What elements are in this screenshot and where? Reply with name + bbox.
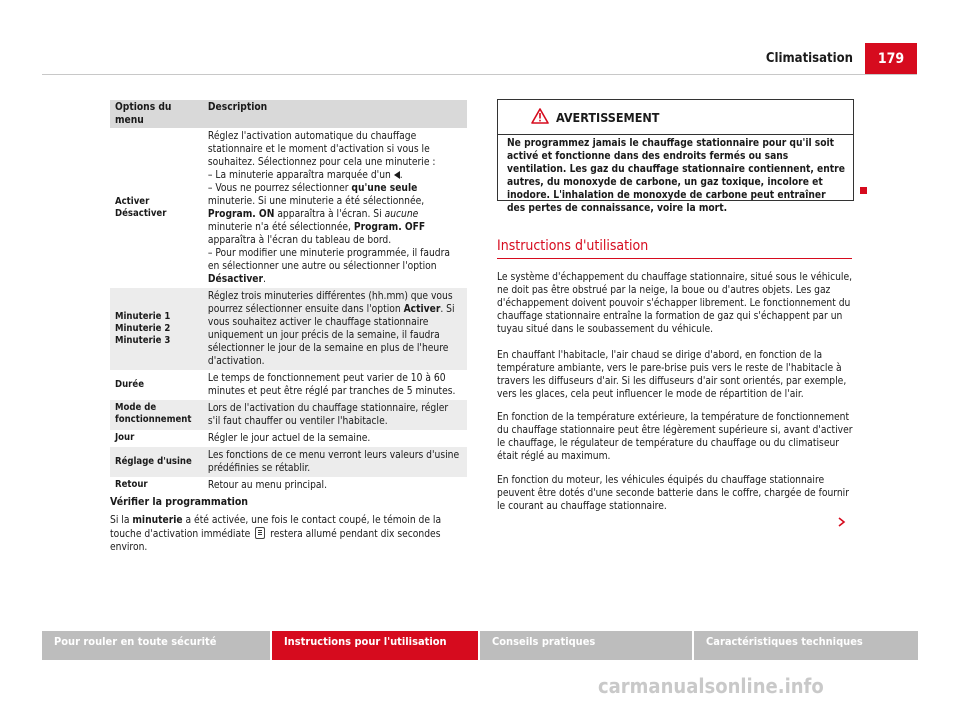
display-text-program-off: Program. OFF — [353, 222, 426, 233]
footer-tab-safety[interactable]: Pour rouler en toute sécurité — [42, 631, 270, 660]
header-divider — [42, 74, 917, 75]
paragraph: En fonction du moteur, les véhicules équipés du chauffage stationnaire peuvent être dotés d'une seconde batterie dans le coffre, chargée de fournir le courant au chauffage stationnaire. — [497, 475, 849, 512]
description-cell: Retour au menu principal. — [207, 480, 327, 491]
description-cell: Lors de l'activation du chauffage stationnaire, régler s'il faut chauffer ou ventiler l'habitacle. — [203, 400, 467, 430]
table-row — [110, 370, 467, 400]
menu-options-table — [110, 100, 467, 494]
table-header-description: Description — [203, 100, 467, 128]
table-header-row — [110, 100, 467, 128]
paragraph: Le système d'échappement du chauffage stationnaire, situé sous le véhicule, ne doit pas être obstrué par la neige, la boue ou d'autres objets. Les gaz d'échappement doivent pouvoir s'échapper librement. Le fonctionnement du chauffage stationnaire entraîne la formation de gaz qui s'échappent par un tuyau situé dans le soubassement du véhicule. — [497, 272, 853, 335]
marker-triangle-icon — [394, 170, 400, 181]
description-cell: Régler le jour actuel de la semaine. — [207, 433, 371, 444]
option-activer: Activer — [403, 304, 441, 315]
description-cell: Les fonctions de ce menu verront leurs valeurs d'usine prédéfinies se rétablir. — [203, 447, 467, 477]
desc-italic: aucune — [384, 209, 419, 220]
section-divider — [497, 258, 852, 259]
footer-tab-specs[interactable]: Caractéristiques techniques — [694, 631, 918, 660]
immediate-activation-key-icon — [255, 527, 265, 539]
footer-tab-tips[interactable]: Conseils pratiques — [480, 631, 692, 660]
option-cell — [110, 128, 203, 288]
page-number: 179 — [865, 43, 917, 75]
paragraph: En fonction de la température extérieure, la température de fonctionnement du chauffage stationnaire peut être légèrement supérieure si, avant d'activer le chauffage, le régulateur de température du chauffage ou du climatiseur était réglé au maximum. — [497, 412, 853, 462]
description-cell — [203, 288, 467, 370]
option-line: Activer — [115, 196, 150, 207]
warning-header — [498, 100, 853, 135]
option-cell: Réglage d'usine — [110, 447, 203, 477]
chapter-title: Climatisation — [765, 51, 853, 66]
warning-title: AVERTISSEMENT — [556, 110, 660, 125]
warning-box — [497, 99, 854, 214]
desc-text: – Pour modifier une minuterie programmée, il faudra en sélectionner une autre ou sélectionner l'option — [207, 248, 450, 272]
end-of-section-square-icon — [860, 187, 867, 194]
warning-icon — [531, 108, 549, 128]
option-line: Désactiver — [115, 208, 167, 219]
option-cell: Jour — [115, 432, 135, 443]
option-cell: Mode de fonctionnement — [110, 400, 203, 430]
footer-tab-usage[interactable]: Instructions pour l'utilisation — [272, 631, 478, 660]
verify-text: Si la — [110, 515, 130, 526]
option-cell: Retour — [115, 479, 148, 490]
table-header-option: Options du menu — [110, 100, 203, 128]
option-line: Minuterie 3 — [115, 335, 171, 346]
option-line: Minuterie 2 — [115, 323, 171, 334]
verify-heading: Vérifier la programmation — [110, 496, 249, 508]
desc-text: . Si vous souhaitez activer le chauffage stationnaire uniquement un jour précis de la semaine, il faudra sélectionner le jour de la semaine en plus de l'heure d'activation. — [207, 304, 455, 367]
continue-arrow-icon — [838, 512, 846, 531]
description-cell: Réglez l'activation automatique du chauffage stationnaire et le moment d'activation si vous le souhaitez. Sélectionnez pour cela une minuterie : – La minuterie apparaîtra marquée d'un . – Vous ne pourrez sélectionner qu'une seule minuterie. Si une minuterie a été sélectionnée, Program. ON apparaîtra à l'écran. Si aucune minuterie n'a été sélectionnée, Program. OFF apparaîtra à l'écran du tableau de bord. – Pour modifier une minuterie programmée, il faudra en sélectionner une autre ou sélectionner l'option Désactiver. — [207, 131, 450, 285]
paragraph: En chauffant l'habitacle, l'air chaud se dirige d'abord, en fonction de la température ambiante, vers le pare-brise puis vers le reste de l'habitacle à travers les diffuseurs d'air. Si les diffuseurs d'air sont orientés, par exemple, vers les glaces, cela peut influencer le mode de répartition de l'air. — [497, 350, 847, 400]
option-cell: Durée — [115, 379, 144, 390]
table-row — [110, 400, 467, 430]
table-row — [110, 447, 467, 477]
table-row — [110, 288, 467, 370]
option-line: Minuterie 1 — [115, 311, 171, 322]
verify-text: a été activée, une fois le contact coupé, le témoin de la touche d'activation immédiate — [110, 515, 442, 540]
watermark: carmanualsonline.info — [598, 674, 824, 698]
display-text-program-on: Program. ON — [207, 209, 275, 220]
verify-paragraph — [110, 514, 466, 554]
desc-text: apparaîtra à l'écran du tableau de bord. — [207, 235, 392, 246]
verify-text: restera allumé pendant dix secondes environ. — [110, 529, 441, 553]
option-cell — [110, 288, 203, 370]
section-title: Instructions d'utilisation — [497, 238, 649, 254]
description-cell: Le temps de fonctionnement peut varier de 10 à 60 minutes et peut être réglé par tranches de 5 minutes. — [207, 373, 456, 397]
desc-text: Réglez l'activation automatique du chauffage stationnaire et le moment d'activation si vous le souhaitez. Sélectionnez pour cela une minuterie : — [207, 131, 436, 168]
verify-bold: minuterie — [132, 515, 183, 526]
table-row — [110, 128, 467, 288]
desc-text: – Vous ne pourrez sélectionner — [207, 183, 349, 194]
warning-body: Ne programmez jamais le chauffage stationnaire pour qu'il soit activé et fonctionne dans des endroits fermés ou sans ventilation. Les gaz du chauffage stationnaire contiennent, entre autres, du monoxyde de carbone, un gaz toxique, incolore et inodore. L'inhalation de monoxyde de carbone peut entraîner des pertes de connaissance, voire la mort. — [507, 138, 845, 214]
desc-text: Réglez trois minuteries différentes (hh.mm) que vous pourrez sélectionner ensuite dans l'option — [207, 291, 453, 315]
desc-text: minuterie. Si une minuterie a été sélectionnée, — [207, 196, 425, 207]
desc-text: – La minuterie apparaîtra marquée d'un — [207, 170, 391, 181]
desc-text: minuterie n'a été sélectionnée, — [207, 222, 351, 233]
table-row — [110, 477, 467, 494]
option-desactiver: Désactiver — [207, 274, 264, 285]
desc-text: apparaîtra à l'écran. Si — [277, 209, 382, 220]
desc-bold: qu'une seule — [351, 183, 418, 194]
table-row — [110, 430, 467, 447]
